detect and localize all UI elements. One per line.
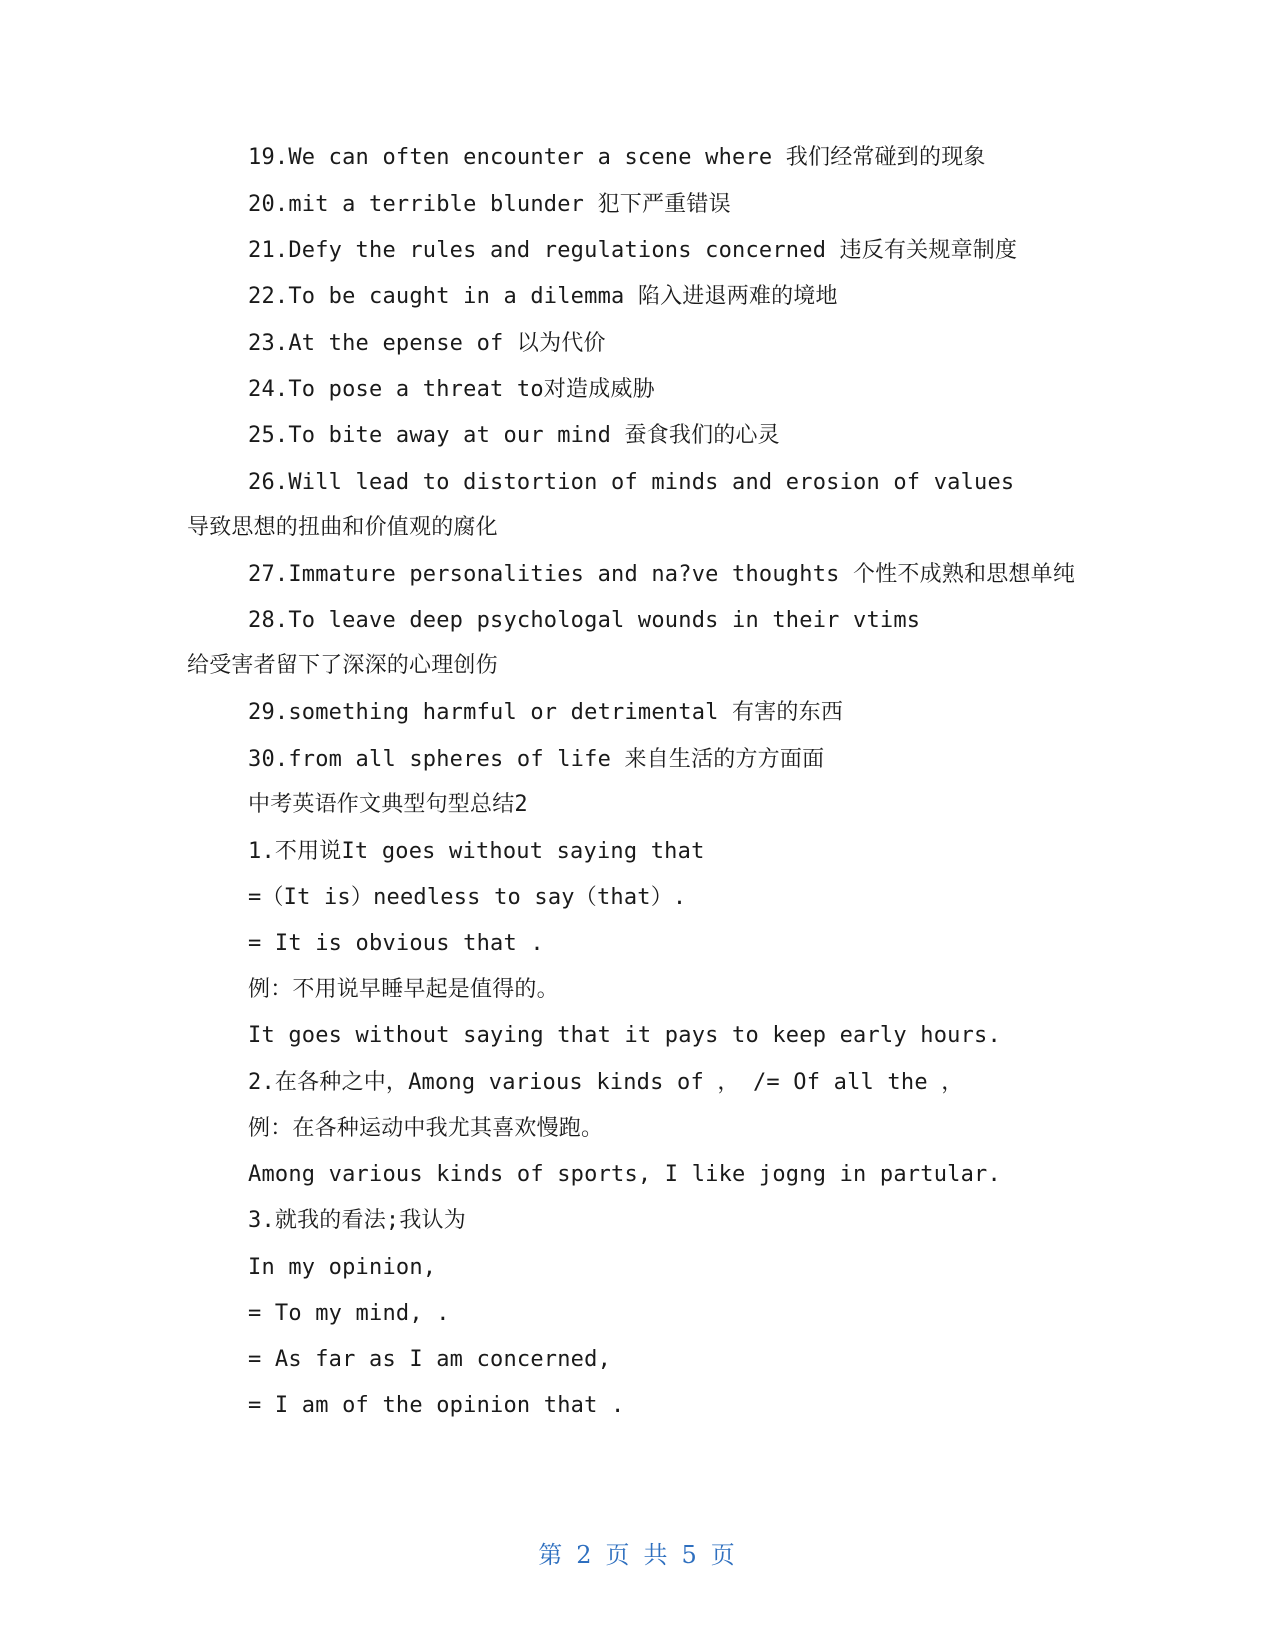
text-line: = To my mind, . [248,1301,450,1326]
text-line: 30.from all spheres of life 来自生活的方方面面 [248,747,825,772]
footer-mid2: 共 [643,1541,670,1569]
footer-prefix: 第 [538,1541,565,1569]
text-line: 28.To leave deep psychologal wounds in their vtims [248,608,921,633]
text-line: 25.To bite away at our mind 蚕食我们的心灵 [248,423,780,448]
text-line: 23.At the epense of 以为代价 [248,331,606,356]
footer-total-pages: 5 [681,1541,699,1569]
text-line: 给受害者留下了深深的心理创伤 [187,653,498,678]
text-line: 例：在各种运动中我尤其喜欢慢跑。 [248,1116,604,1141]
text-line: 1.不用说It goes without saying that [248,839,705,864]
text-line: 27.Immature personalities and na?ve thoughts 个性不成熟和思想单纯 [248,562,1076,587]
text-line: 20.mit a terrible blunder 犯下严重错误 [248,192,731,217]
footer-current-page: 2 [576,1541,594,1569]
text-line: 24.To pose a threat to对造成威胁 [248,377,655,402]
footer-suffix: 页 [710,1541,737,1569]
text-line: = As far as I am concerned, [248,1347,612,1372]
text-line: 3.就我的看法;我认为 [248,1208,466,1233]
text-line: 26.Will lead to distortion of minds and erosion of values [248,470,1015,495]
section-heading: 中考英语作文典型句型总结2 [248,792,528,817]
footer-mid1: 页 [605,1541,632,1569]
text-line: 29.something harmful or detrimental 有害的东西 [248,700,844,725]
text-line: In my opinion, [248,1255,437,1280]
text-line: 例：不用说早睡早起是值得的。 [248,977,559,1002]
page-footer [0,1535,1275,1570]
text-line: = It is obvious that . [248,931,544,956]
text-line: 22.To be caught in a dilemma 陷入进退两难的境地 [248,284,838,309]
text-line: 19.We can often encounter a scene where 我们经常碰到的现象 [248,145,986,170]
text-line: It goes without saying that it pays to keep early hours. [248,1023,1001,1048]
text-line: 2.在各种之中，Among various kinds of ， /= Of all the ， [248,1070,964,1095]
text-line: =（It is）needless to say（that）. [248,885,687,910]
text-line: Among various kinds of sports, I like jogng in partular. [248,1162,1001,1187]
text-line: 导致思想的扭曲和价值观的腐化 [187,515,498,540]
text-line: = I am of the opinion that . [248,1393,625,1418]
text-line: 21.Defy the rules and regulations concerned 违反有关规章制度 [248,238,1018,263]
